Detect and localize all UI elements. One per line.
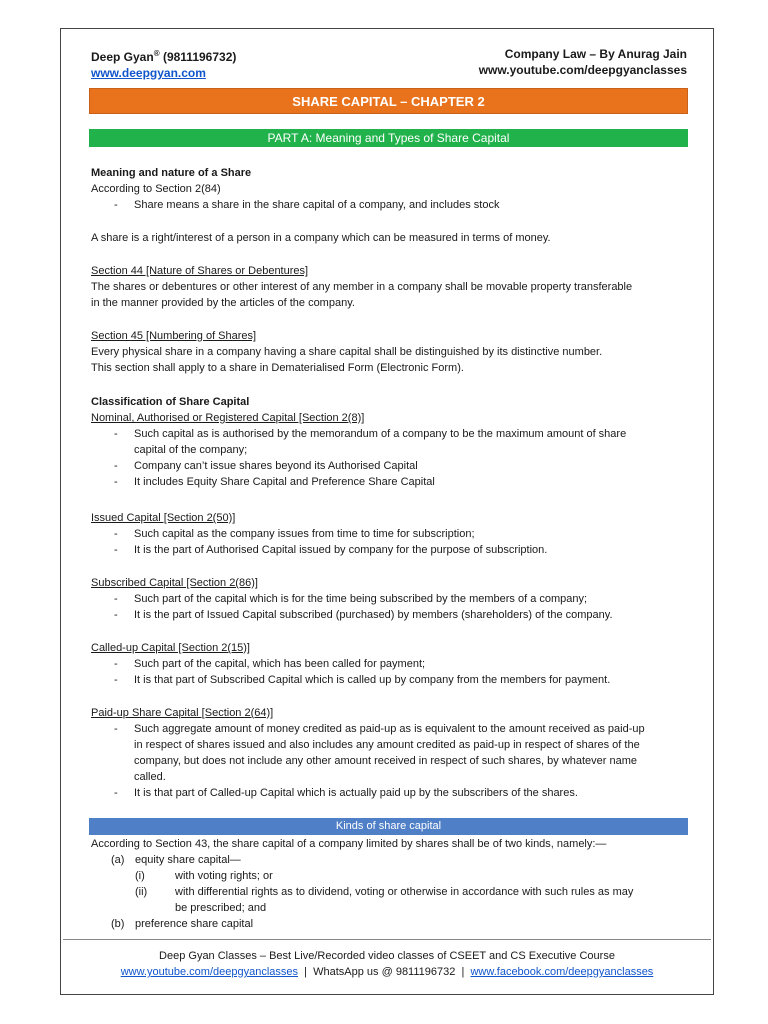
footer-separator: | <box>304 966 307 978</box>
dash-bullet: - <box>114 460 118 472</box>
kinds-intro: According to Section 43, the share capital of a company limited by shares shall be of two kinds, namely:— <box>91 838 607 850</box>
calledup-section <box>91 640 691 688</box>
list-item <box>91 721 691 785</box>
dash-bullet: - <box>114 428 118 440</box>
part-title: PART A: Meaning and Types of Share Capital <box>89 129 688 147</box>
kinds-i-text: with voting rights; or <box>175 870 273 882</box>
dash-bullet: - <box>114 593 118 605</box>
subscribed-section <box>91 575 691 623</box>
dash-bullet: - <box>114 674 118 686</box>
nominal-b1-line2: capital of the company; <box>134 444 248 456</box>
dash-bullet: - <box>114 476 118 488</box>
list-text <box>175 884 633 916</box>
list-item <box>91 197 691 213</box>
paidup-b1-line3: company, but does not include any other amount received in respect of such shares, by whatever name <box>134 755 638 767</box>
dash-bullet: - <box>114 609 118 621</box>
header-youtube: www.youtube.com/deepgyanclasses <box>478 63 687 77</box>
meaning-according: According to Section 2(84) <box>91 183 221 195</box>
footer-facebook-link[interactable]: www.facebook.com/deepgyanclasses <box>470 966 654 978</box>
paidup-b1-line2: in respect of shares issued and also includes any amount credited as paid-up in respect of shares of the <box>134 739 640 751</box>
section-44-line1: The shares or debentures or other interest of any member in a company shall be movable property transferable <box>91 281 633 293</box>
registered-mark: ® <box>153 49 160 58</box>
paidup-heading: Paid-up Share Capital [Section 2(64)] <box>91 707 274 719</box>
dash-bullet: - <box>114 787 118 799</box>
paidup-b1-line1: Such aggregate amount of money credited as paid-up as is equivalent to the amount received as paid-up <box>134 723 645 735</box>
kinds-a-text: equity share capital— <box>135 854 241 866</box>
list-text <box>134 721 691 785</box>
footer-links <box>63 964 711 980</box>
dash-bullet: - <box>114 658 118 670</box>
dash-bullet: - <box>114 528 118 540</box>
brand-name: Deep Gyan <box>91 50 154 64</box>
paidup-b2: It is that part of Called-up Capital which is actually paid up by the subscribers of the shares. <box>134 787 578 799</box>
list-item <box>91 672 691 688</box>
subscribed-b1: Such part of the capital which is for the time being subscribed by the members of a company; <box>134 593 588 605</box>
meaning-bullet: Share means a share in the share capital of a company, and includes stock <box>134 199 500 211</box>
list-item <box>91 607 691 623</box>
website-link[interactable]: www.deepgyan.com <box>91 66 206 80</box>
issued-b2: It is the part of Authorised Capital issued by company for the purpose of subscription. <box>134 544 548 556</box>
paidup-section <box>91 705 691 801</box>
list-item <box>91 542 691 558</box>
meaning-section <box>91 165 691 213</box>
subscribed-b2: It is the part of Issued Capital subscribed (purchased) by members (shareholders) of the company. <box>134 609 613 621</box>
footer-whatsapp: WhatsApp us @ 9811196732 <box>313 966 456 978</box>
list-item <box>91 591 691 607</box>
calledup-b2: It is that part of Subscribed Capital which is called up by company from the members for payment. <box>134 674 611 686</box>
subscribed-heading: Subscribed Capital [Section 2(86)] <box>91 577 258 589</box>
list-item <box>91 916 691 932</box>
section-45-line2: This section shall apply to a share in Dematerialised Form (Electronic Form). <box>91 362 464 374</box>
enum-label-ii: (ii) <box>135 886 148 898</box>
section-45-line1: Every physical share in a company having a share capital shall be distinguished by its distinctive number. <box>91 346 603 358</box>
kinds-ii-line2: be prescribed; and <box>175 902 267 914</box>
nominal-b1-line1: Such capital as is authorised by the memorandum of a company to be the maximum amount of share <box>134 428 627 440</box>
nominal-heading: Nominal, Authorised or Registered Capital [Section 2(8)] <box>91 412 365 424</box>
footer-youtube-link[interactable]: www.youtube.com/deepgyanclasses <box>120 966 299 978</box>
kinds-title: Kinds of share capital <box>89 818 688 835</box>
list-item <box>91 868 691 884</box>
classification-heading: Classification of Share Capital <box>91 396 250 408</box>
section-44-heading: Section 44 [Nature of Shares or Debentures] <box>91 265 309 277</box>
issued-b1: Such capital as the company issues from time to time for subscription; <box>134 528 475 540</box>
header-right <box>479 46 687 78</box>
list-item <box>91 458 691 474</box>
paidup-b1-line4: called. <box>134 771 166 783</box>
enum-label-b: (b) <box>111 918 125 930</box>
kinds-section <box>91 836 691 932</box>
list-item <box>91 852 691 868</box>
dash-bullet: - <box>114 723 118 735</box>
course-title: Company Law – By Anurag Jain <box>504 47 687 61</box>
list-item <box>91 526 691 542</box>
issued-heading: Issued Capital [Section 2(50)] <box>91 512 236 524</box>
nominal-b3: It includes Equity Share Capital and Preference Share Capital <box>134 476 435 488</box>
footer-tagline: Deep Gyan Classes – Best Live/Recorded video classes of CSEET and CS Executive Course <box>159 950 615 962</box>
brand-line <box>91 46 236 65</box>
meaning-para: A share is a right/interest of a person in a company which can be measured in terms of money. <box>91 232 551 244</box>
header-left <box>91 46 236 81</box>
calledup-heading: Called-up Capital [Section 2(15)] <box>91 642 250 654</box>
list-text <box>134 426 691 458</box>
list-item <box>91 426 691 458</box>
list-item <box>91 785 691 801</box>
enum-label-i: (i) <box>135 870 145 882</box>
footer-divider <box>63 939 711 940</box>
enum-label-a: (a) <box>111 854 125 866</box>
section-45-heading: Section 45 [Numbering of Shares] <box>91 330 257 342</box>
nominal-b2: Company can’t issue shares beyond its Authorised Capital <box>134 460 418 472</box>
list-item <box>91 884 691 916</box>
section-45 <box>91 328 691 376</box>
issued-section <box>91 510 691 558</box>
kinds-ii-line1: with differential rights as to dividend, voting or otherwise in accordance with such rules as may <box>175 886 634 898</box>
classification-section <box>91 394 691 490</box>
meaning-heading: Meaning and nature of a Share <box>91 167 252 179</box>
section-44-line2: in the manner provided by the articles of the company. <box>91 297 355 309</box>
page-footer <box>63 948 711 980</box>
section-44 <box>91 263 691 311</box>
dash-bullet: - <box>114 544 118 556</box>
kinds-b-text: preference share capital <box>135 918 254 930</box>
brand-phone: (9811196732) <box>162 50 237 64</box>
chapter-title: SHARE CAPITAL – CHAPTER 2 <box>89 88 688 114</box>
footer-separator: | <box>461 966 465 978</box>
calledup-b1: Such part of the capital, which has been called for payment; <box>134 658 426 670</box>
list-item <box>91 474 691 490</box>
list-item <box>91 656 691 672</box>
dash-bullet: - <box>114 199 118 211</box>
